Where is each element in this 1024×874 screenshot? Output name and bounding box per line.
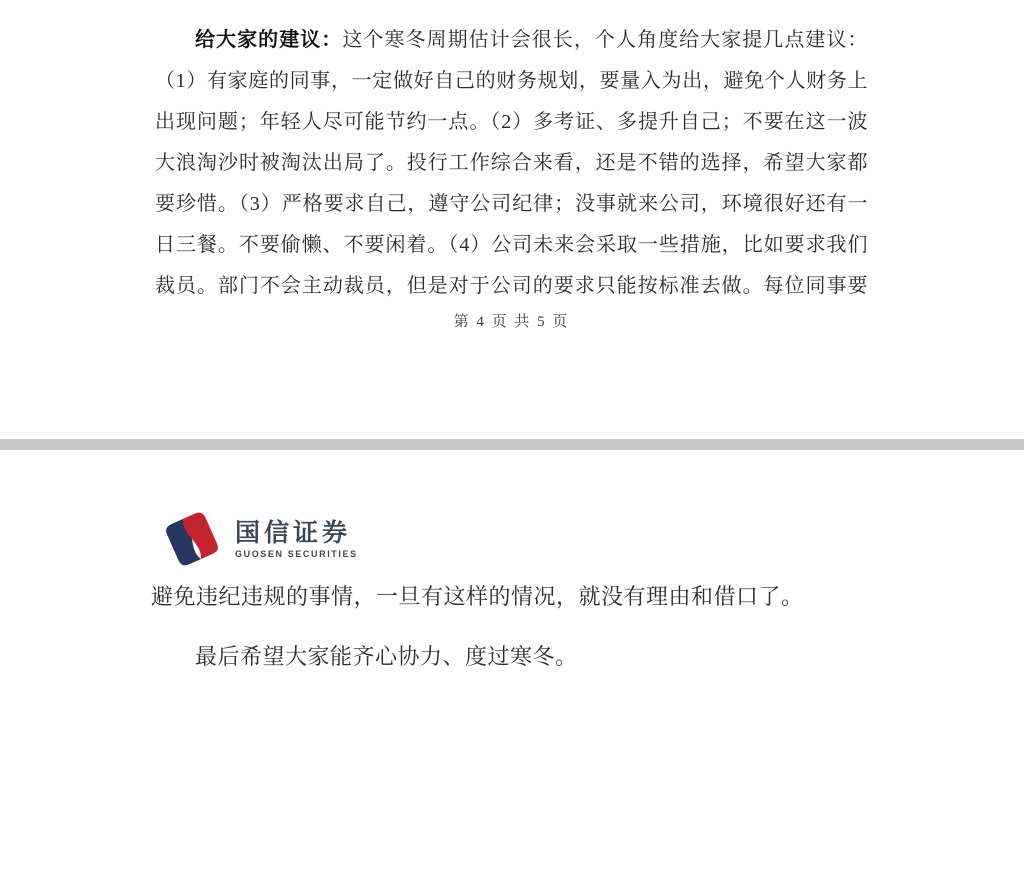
guosen-logo (158, 512, 358, 566)
paragraph-lead-bold: 给大家的建议： (195, 29, 343, 51)
page-number: 第 4 页 共 5 页 (453, 314, 570, 330)
page4-paragraph (155, 20, 868, 307)
logo-name-en: GUOSEN SECURITIES (235, 548, 358, 559)
page5-paragraph-line: 最后希望大家能齐心协力、度过寒冬。 (195, 644, 578, 669)
paragraph-lead-rest: 这个寒冬周期估计会很长，个人角度给大家提几点建议： (342, 29, 869, 51)
paragraph-line: 日三餐。不要偷懒、不要闲着。（4）公司未来会采取一些措施，比如要求我们 (155, 234, 868, 256)
guosen-logo-text (235, 520, 358, 559)
paragraph-line (155, 20, 868, 61)
paragraph-line: 出现问题；年轻人尽可能节约一点。（2）多考证、多提升自己；不要在这一波 (155, 111, 868, 133)
paragraph-line: 裁员。部门不会主动裁员，但是对于公司的要求只能按标准去做。每位同事要 (155, 275, 868, 297)
page-separator (0, 439, 1024, 450)
paragraph-line: 大浪淘沙时被淘汰出局了。投行工作综合来看，还是不错的选择，希望大家都 (155, 152, 868, 174)
logo-name-cn: 国信证券 (235, 518, 352, 547)
guosen-logo-icon (158, 512, 226, 566)
page5-paragraph-line: 避免违纪违规的事情，一旦有这样的情况，就没有理由和借口了。 (151, 584, 804, 609)
paragraph-line: 要珍惜。（3）严格要求自己，遵守公司纪律；没事就来公司，环境很好还有一 (155, 193, 868, 215)
paragraph-line: （1）有家庭的同事，一定做好自己的财务规划，要量入为出，避免个人财务上 (155, 70, 868, 92)
